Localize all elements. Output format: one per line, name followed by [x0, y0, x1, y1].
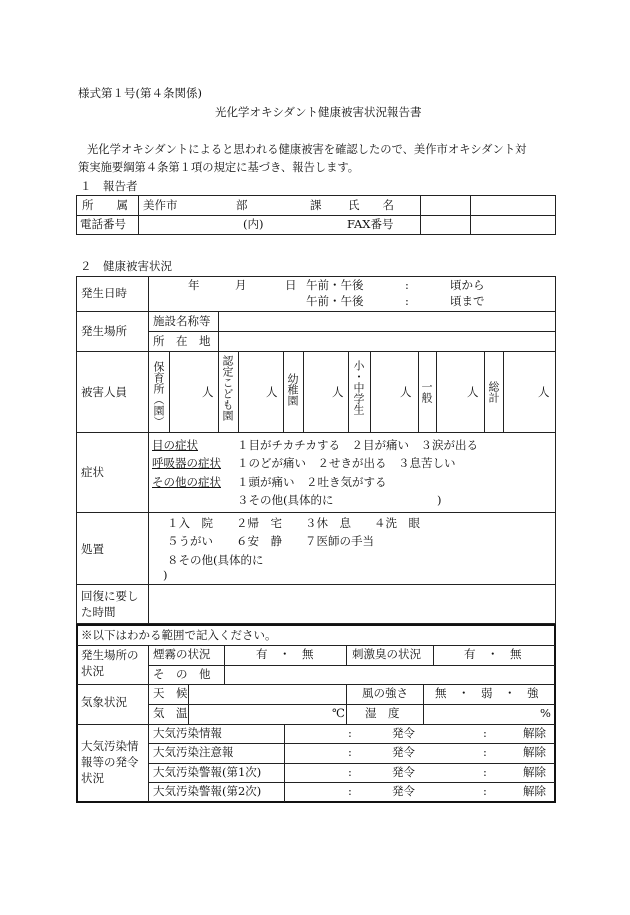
category-nursery: 保育所（園） [152, 361, 165, 427]
wind-options[interactable]: 無 ・ 弱 ・ 強 [435, 686, 539, 700]
alert-row-label: 大気汚染情報 [153, 726, 222, 740]
treatment-options-2[interactable]: ５うがい ６安 静 ７医師の手当 [167, 534, 374, 548]
from-label: 頃から [450, 278, 485, 292]
respiratory-symptom-options[interactable]: １のどが痛い ２せきが出る ３息苦しい [237, 456, 456, 470]
dept-label: 部 [236, 198, 248, 212]
alert-cancel-label: 解除 [523, 745, 546, 759]
alert-issue-label: 発令 [392, 784, 415, 798]
alert-cancel-colon: : [483, 765, 487, 779]
category-total: 総計 [487, 381, 500, 403]
weather-condition-label: 天 候 [153, 686, 188, 700]
other-symptom-specify[interactable]: ３その他(具体的に ) [237, 493, 442, 507]
humidity-label: 湿 度 [365, 706, 400, 720]
reporter-section-title: １ 報告者 [80, 179, 138, 193]
address-label: 所 在 地 [153, 334, 211, 348]
alert-status-label1: 大気汚染情 [81, 739, 139, 753]
odor-label: 刺激臭の状況 [352, 647, 421, 661]
humidity-unit: % [540, 706, 551, 720]
recovery-label-line1: 回復に要し [81, 589, 139, 603]
alert-issue-colon: : [348, 726, 352, 740]
unit-total: 人 [538, 385, 550, 399]
other-symptom-options[interactable]: １頭が痛い ２吐き気がする [237, 475, 387, 489]
treatment-label: 処置 [81, 542, 104, 556]
month-label: 月 [235, 278, 247, 292]
eye-symptom-label: 目の症状 [152, 438, 198, 452]
place-label: 発生場所 [81, 324, 127, 338]
victims-label: 被害人員 [81, 385, 127, 399]
alert-status-label2: 報等の発令 [81, 755, 139, 769]
alert-cancel-label: 解除 [523, 726, 546, 740]
alert-issue-label: 発令 [392, 765, 415, 779]
alert-cancel-colon: : [483, 726, 487, 740]
alert-issue-label: 発令 [392, 745, 415, 759]
unit-certified: 人 [266, 385, 278, 399]
smog-options[interactable]: 有 ・ 無 [256, 647, 314, 661]
name-label: 氏 名 [348, 198, 394, 212]
facility-label: 施設名称等 [153, 314, 211, 328]
alert-issue-label: 発令 [392, 726, 415, 740]
time-from-colon: : [405, 278, 409, 292]
alert-row-label: 大気汚染注意報 [153, 745, 234, 759]
alert-issue-colon: : [348, 784, 352, 798]
name-fax-label-cell [421, 196, 471, 235]
until-label: 頃まで [450, 294, 485, 308]
odor-options[interactable]: 有 ・ 無 [464, 647, 522, 661]
alert-status-label3: 状況 [81, 771, 104, 785]
treatment-options-3[interactable]: ８その他(具体的に [167, 553, 264, 567]
phone-label: 電話番号 [80, 217, 126, 231]
weather-label: 気象状況 [81, 695, 127, 709]
alert-row-label: 大気汚染警報(第2次) [153, 784, 262, 798]
treatment-close-paren: ) [163, 568, 168, 582]
other-symptom-label: その他の症状 [152, 475, 221, 489]
category-general: 一般 [420, 381, 433, 403]
affiliation-label: 所 属 [82, 198, 128, 212]
ampm-until[interactable]: 午前・午後 [306, 294, 364, 308]
optional-note: ※以下はわかる範囲で記入ください。 [81, 628, 277, 642]
unit-nursery: 人 [202, 385, 214, 399]
document-title: 光化学オキシダント健康被害状況報告書 [215, 105, 422, 119]
temperature-unit: ℃ [332, 706, 345, 720]
site-condition-label1: 発生場所の [81, 648, 139, 662]
smog-label: 煙霧の状況 [153, 647, 211, 661]
unit-students: 人 [400, 385, 412, 399]
intro-text-line1: 光化学オキシダントによると思われる健康被害を確認したので、美作市オキシダント対 [87, 143, 527, 156]
wind-label: 風の強さ [362, 686, 408, 700]
other-condition-label: そ の 他 [153, 667, 211, 681]
category-certified-center: 認定こども園 [221, 355, 234, 421]
extension-label: (内) [243, 217, 264, 231]
section-unit-label: 課 [310, 198, 322, 212]
unit-general: 人 [467, 385, 479, 399]
affiliation-city: 美作市 [143, 198, 178, 212]
form-number: 様式第１号(第４条関係) [78, 86, 202, 100]
temperature-label: 気 温 [153, 706, 188, 720]
ampm-from[interactable]: 午前・午後 [306, 278, 364, 292]
category-students: 小・中学生 [352, 360, 365, 415]
alert-row-label: 大気汚染警報(第1次) [153, 765, 262, 779]
alert-cancel-colon: : [483, 745, 487, 759]
day-label: 日 [285, 278, 297, 292]
unit-kindergarten: 人 [332, 385, 344, 399]
eye-symptom-options[interactable]: １目がチカチカする ２目が痛い ３涙が出る [237, 438, 479, 452]
category-kindergarten: 幼稚園 [286, 373, 299, 406]
damage-section-title: ２ 健康被害状況 [80, 259, 172, 273]
alert-cancel-label: 解除 [523, 765, 546, 779]
recovery-label-line2: た時間 [81, 605, 116, 619]
symptom-label: 症状 [81, 465, 104, 479]
alert-issue-colon: : [348, 745, 352, 759]
site-condition-label2: 状況 [81, 664, 104, 678]
time-until-colon: : [405, 294, 409, 308]
intro-text-line2: 策実施要綱第４条第１項の規定に基づき、報告します。 [78, 161, 360, 174]
date-label: 発生日時 [81, 286, 127, 300]
alert-cancel-label: 解除 [523, 784, 546, 798]
year-label: 年 [188, 278, 200, 292]
alert-cancel-colon: : [483, 784, 487, 798]
treatment-options-1[interactable]: １入 院 ２帰 宅 ３休 息 ４洗 眼 [167, 516, 420, 530]
respiratory-symptom-label: 呼吸器の症状 [152, 456, 221, 470]
alert-issue-colon: : [348, 765, 352, 779]
fax-label: FAX番号 [347, 217, 394, 231]
